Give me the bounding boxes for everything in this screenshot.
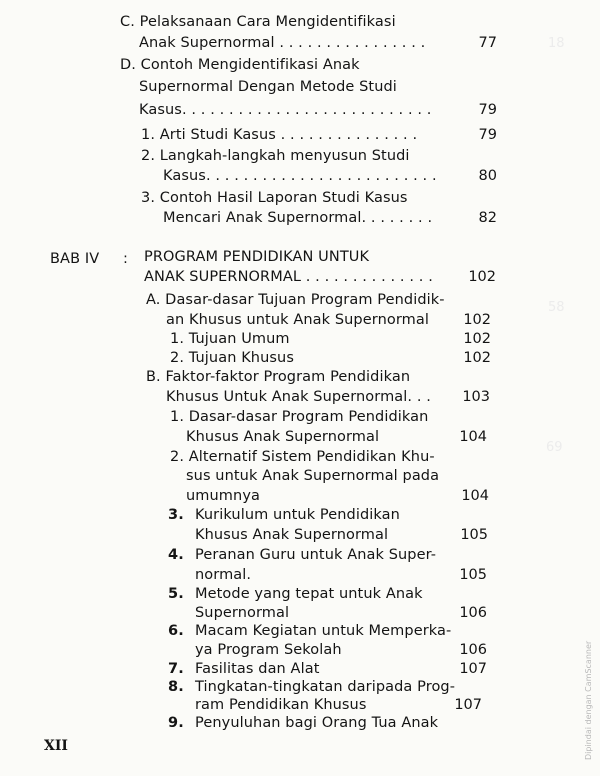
toc-line: Tingkatan-tingkatan daripada Prog- bbox=[195, 679, 456, 695]
item-number: 9. bbox=[168, 715, 184, 731]
chapter-label: BAB IV bbox=[50, 251, 100, 267]
page-number: 104 bbox=[461, 488, 489, 504]
item-number: 8. bbox=[168, 679, 184, 695]
toc-line: Supernormal bbox=[195, 605, 290, 621]
toc-line: umumnya bbox=[186, 488, 260, 504]
toc-line: Anak Supernormal . . . . . . . . . . . . . . . . bbox=[139, 35, 426, 51]
toc-line: Penyuluhan bagi Orang Tua Anak bbox=[195, 715, 439, 731]
bleed-through-mark: 18 bbox=[548, 36, 565, 51]
page-number: 105 bbox=[460, 527, 488, 543]
toc-line: 1. Arti Studi Kasus . . . . . . . . . . . . . . . bbox=[141, 127, 418, 143]
toc-line: Macam Kegiatan untuk Memperka- bbox=[195, 623, 452, 639]
toc-line: sus untuk Anak Supernormal pada bbox=[186, 468, 440, 484]
toc-line: D. Contoh Mengidentifikasi Anak bbox=[120, 57, 360, 73]
toc-line: Mencari Anak Supernormal. . . . . . . . bbox=[163, 210, 433, 226]
page-number: 104 bbox=[459, 429, 487, 445]
item-number: 5. bbox=[168, 586, 184, 602]
toc-line: 2. Langkah-langkah menyusun Studi bbox=[141, 148, 410, 164]
toc-line: C. Pelaksanaan Cara Mengidentifikasi bbox=[120, 14, 396, 30]
toc-line: ram Pendidikan Khusus bbox=[195, 697, 367, 713]
bleed-through-mark: 69 bbox=[546, 440, 563, 455]
page-number: 102 bbox=[463, 312, 491, 328]
toc-line: Kurikulum untuk Pendidikan bbox=[195, 507, 400, 523]
toc-line: an Khusus untuk Anak Supernormal bbox=[166, 312, 429, 328]
toc-line: Kasus. . . . . . . . . . . . . . . . . . . . . . . . . . . bbox=[139, 102, 432, 118]
page-number: 105 bbox=[459, 567, 487, 583]
page-number: 79 bbox=[478, 102, 497, 118]
toc-line: normal. bbox=[195, 567, 252, 583]
page-number: 77 bbox=[478, 35, 497, 51]
bleed-through-mark: 58 bbox=[548, 300, 565, 315]
toc-line: Fasilitas dan Alat bbox=[195, 661, 320, 677]
footer-page-label: XII bbox=[44, 738, 68, 754]
toc-line: 1. Dasar-dasar Program Pendidikan bbox=[170, 409, 429, 425]
item-number: 6. bbox=[168, 623, 184, 639]
page-number: 106 bbox=[459, 605, 487, 621]
page-number: 82 bbox=[478, 210, 497, 226]
toc-line: Supernormal Dengan Metode Studi bbox=[139, 79, 397, 95]
page-number: 103 bbox=[462, 389, 490, 405]
watermark-text: Dipindai dengan CamScanner bbox=[584, 640, 593, 760]
chapter-title: PROGRAM PENDIDIKAN UNTUK bbox=[144, 249, 370, 265]
page-number: 79 bbox=[478, 127, 497, 143]
toc-line: Metode yang tepat untuk Anak bbox=[195, 586, 423, 602]
toc-line: 2. Alternatif Sistem Pendidikan Khu- bbox=[170, 449, 435, 465]
toc-line: Kasus. . . . . . . . . . . . . . . . . . . . . . . . . bbox=[163, 168, 437, 184]
toc-line: 2. Tujuan Khusus bbox=[170, 350, 294, 366]
scanner-watermark bbox=[584, 610, 598, 770]
toc-line: B. Faktor-faktor Program Pendidikan bbox=[146, 369, 411, 385]
toc-line: Peranan Guru untuk Anak Super- bbox=[195, 547, 437, 563]
page-number: 106 bbox=[459, 642, 487, 658]
chapter-title: ANAK SUPERNORMAL . . . . . . . . . . . . . . bbox=[144, 269, 433, 285]
page-number: 107 bbox=[459, 661, 487, 677]
page-number: 107 bbox=[454, 697, 482, 713]
toc-line: ya Program Sekolah bbox=[195, 642, 342, 658]
item-number: 7. bbox=[168, 661, 184, 677]
chapter-colon: : bbox=[123, 251, 128, 267]
item-number: 4. bbox=[168, 547, 184, 563]
toc-line: 3. Contoh Hasil Laporan Studi Kasus bbox=[141, 190, 408, 206]
item-number: 3. bbox=[168, 507, 184, 523]
toc-line: Khusus Untuk Anak Supernormal. . . bbox=[166, 389, 431, 405]
toc-line: 1. Tujuan Umum bbox=[170, 331, 290, 347]
toc-line: A. Dasar-dasar Tujuan Program Pendidik- bbox=[146, 292, 445, 308]
page-number: 102 bbox=[468, 269, 496, 285]
toc-line: Khusus Anak Supernormal bbox=[195, 527, 389, 543]
toc-line: Khusus Anak Supernormal bbox=[186, 429, 380, 445]
page-number: 102 bbox=[463, 331, 491, 347]
page-number: 80 bbox=[478, 168, 497, 184]
page-number: 102 bbox=[463, 350, 491, 366]
